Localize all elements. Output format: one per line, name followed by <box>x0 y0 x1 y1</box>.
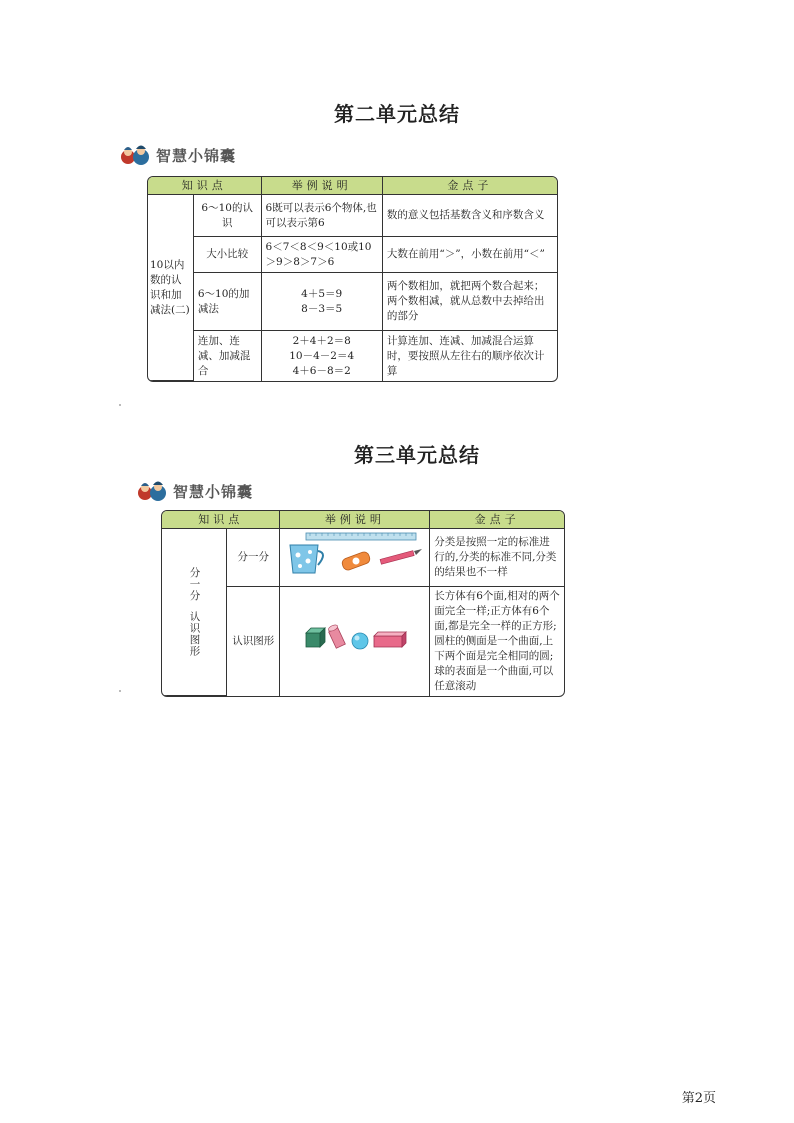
classify-illustration <box>284 531 424 579</box>
example-cell <box>280 587 430 696</box>
unit2-badge <box>120 143 236 167</box>
tip-cell: 两个数相加，就把两个数合起来；两个数相减，就从总数中去掉给出的部分 <box>383 273 557 331</box>
example-cell <box>262 273 383 331</box>
tip-cell: 计算连加、连减、加减混合运算时，要按照从左往右的顺序依次计算 <box>386 334 545 377</box>
unit2-summary-table <box>147 176 558 382</box>
tip-cell: 数的意义包括基数含义和序数含义 <box>383 195 557 237</box>
equation: 8－3＝5 <box>301 302 343 315</box>
header-tip: 金点子 <box>430 511 564 529</box>
knowledge-point: 连加、连减、加减混合 <box>194 331 262 381</box>
table-row <box>148 331 557 381</box>
scan-speck <box>119 404 121 406</box>
group-label <box>162 529 227 696</box>
knowledge-point: 认识图形 <box>227 587 280 696</box>
header-example: 举例说明 <box>280 511 430 529</box>
badge-label: 智慧小锦囊 <box>156 146 237 165</box>
knowledge-point: 大小比较 <box>194 237 262 273</box>
knowledge-point: 分一分 <box>227 529 280 587</box>
cup-icon <box>290 545 323 573</box>
header-knowledge: 知识点 <box>148 177 262 195</box>
unit3-title: 第三单元总结 <box>354 443 480 467</box>
unit3-summary-table <box>161 510 565 697</box>
pencil-icon <box>381 549 423 564</box>
example-cell <box>280 529 430 587</box>
tip-cell: 大数在前用“＞”，小数在前用“＜” <box>383 237 557 273</box>
shapes-illustration <box>284 619 424 659</box>
equation: 4＋5＝9 <box>301 287 343 300</box>
example-cell <box>262 331 383 381</box>
table-header-row <box>162 511 564 529</box>
header-knowledge: 知识点 <box>162 511 280 529</box>
unit2-title: 第二单元总结 <box>334 102 460 126</box>
eraser-icon <box>341 551 371 572</box>
header-example: 举例说明 <box>262 177 383 195</box>
unit3-badge <box>137 479 253 503</box>
knowledge-point: 6～10的加减法 <box>194 273 262 331</box>
tip-cell: 长方体有6个面,相对的两个面完全一样;正方体有6个面,都是完全一样的正方形;圆柱的侧面是一个曲面,上下两个面是完全相同的圆;球的表面是一个曲面,可以任意滚动 <box>434 590 560 692</box>
group-label-classify: 分一分 <box>188 566 201 602</box>
table-row <box>148 237 557 273</box>
equation: 2＋4＋2＝8 <box>292 334 351 347</box>
equation: 4＋6－8＝2 <box>292 364 351 377</box>
cylinder-icon <box>328 624 346 649</box>
group-label: 10以内数的认识和加减法(二) <box>148 195 194 381</box>
example-cell: 6既可以表示6个物体,也可以表示第6 <box>262 195 383 237</box>
table-row <box>148 273 557 331</box>
table-row <box>148 195 557 237</box>
cube-icon <box>306 628 325 647</box>
cuboid-icon <box>374 632 406 647</box>
knowledge-point: 6～10的认识 <box>194 195 262 237</box>
page-number: 第2页 <box>681 1091 716 1106</box>
table-row <box>162 529 564 587</box>
group-label-shapes: 认识图形 <box>188 611 201 658</box>
ruler-icon <box>306 533 416 540</box>
mascot-icon <box>137 479 169 503</box>
tip-cell: 分类是按照一定的标准进行的,分类的标准不同,分类的结果也不一样 <box>430 529 564 587</box>
equation: 10－4－2＝4 <box>289 349 355 362</box>
sphere-icon <box>352 633 368 649</box>
scan-speck <box>119 690 121 692</box>
example-cell: 6＜7＜8＜9＜10或10＞9＞8＞7＞6 <box>262 237 383 273</box>
header-tip: 金点子 <box>383 177 557 195</box>
badge-label: 智慧小锦囊 <box>173 482 254 501</box>
table-header-row <box>148 177 557 195</box>
mascot-icon <box>120 143 152 167</box>
